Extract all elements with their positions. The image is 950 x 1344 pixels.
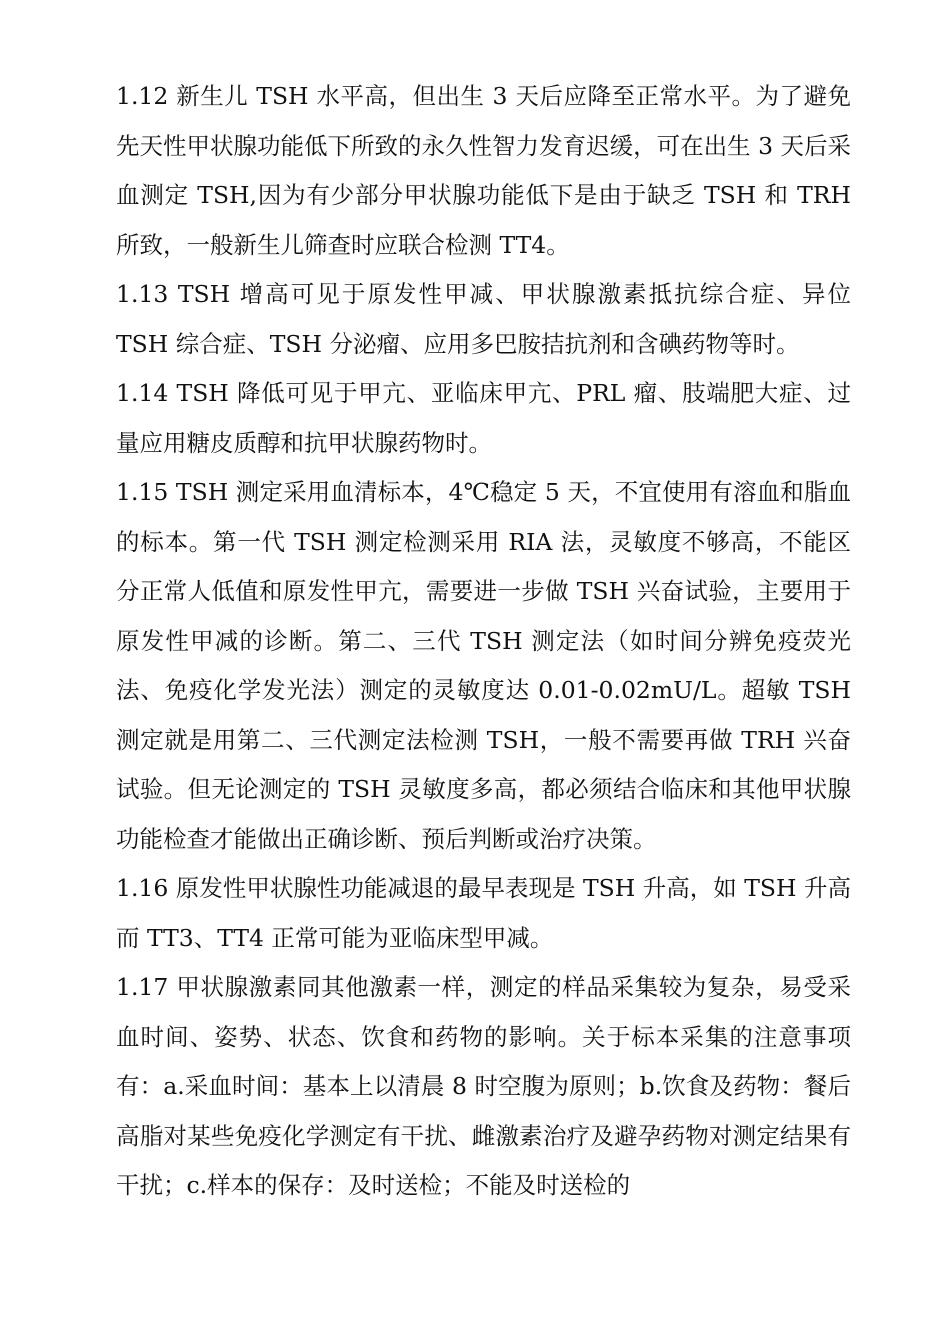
paragraph-1-13: 1.13 TSH 增高可见于原发性甲减、甲状腺激素抵抗综合症、异位 TSH 综合症、TSH 分泌瘤、应用多巴胺拮抗剂和含碘药物等时。 [116, 280, 851, 358]
paragraph-1-16: 1.16 原发性甲状腺性功能减退的最早表现是 TSH 升高，如 TSH 升高而 TT3、TT4 正常可能为亚临床型甲减。 [116, 874, 851, 952]
paragraph-1-17: 1.17 甲状腺激素同其他激素一样，测定的样品采集较为复杂，易受采血时间、姿势、状态、饮食和药物的影响。关于标本采集的注意事项有：a.采血时间：基本上以清晨 8 时空腹为原则；b.饮食及药物：餐后高脂对某些免疫化学测定有干扰、雌激素治疗及避孕药物对测定结果有干扰；c.样本的保存：及时送检；不能及时送检的 [116, 973, 851, 1199]
document-page [116, 72, 851, 1211]
paragraph-1-15: 1.15 TSH 测定采用血清标本，4℃稳定 5 天，不宜使用有溶血和脂血的标本。第一代 TSH 测定检测采用 RIA 法，灵敏度不够高，不能区分正常人低值和原发性甲亢，需要进一步做 TSH 兴奋试验，主要用于原发性甲减的诊断。第二、三代 TSH 测定法（如时间分辨免疫荧光法、免疫化学发光法）测定的灵敏度达 0.01-0.02mU/L。超敏 TSH 测定就是用第二、三代测定法检测 TSH，一般不需要再做 TRH 兴奋试验。但无论测定的 TSH 灵敏度多高，都必须结合临床和其他甲状腺功能检查才能做出正确诊断、预后判断或治疗决策。 [116, 478, 851, 853]
paragraph-1-12: 1.12 新生儿 TSH 水平高，但出生 3 天后应降至正常水平。为了避免先天性甲状腺功能低下所致的永久性智力发育迟缓，可在出生 3 天后采血测定 TSH,因为有少部分甲状腺功能低下是由于缺乏 TSH 和 TRH 所致，一般新生儿筛查时应联合检测 TT4。 [116, 82, 851, 259]
paragraph-1-14: 1.14 TSH 降低可见于甲亢、亚临床甲亢、PRL 瘤、肢端肥大症、过量应用糖皮质醇和抗甲状腺药物时。 [116, 379, 851, 457]
